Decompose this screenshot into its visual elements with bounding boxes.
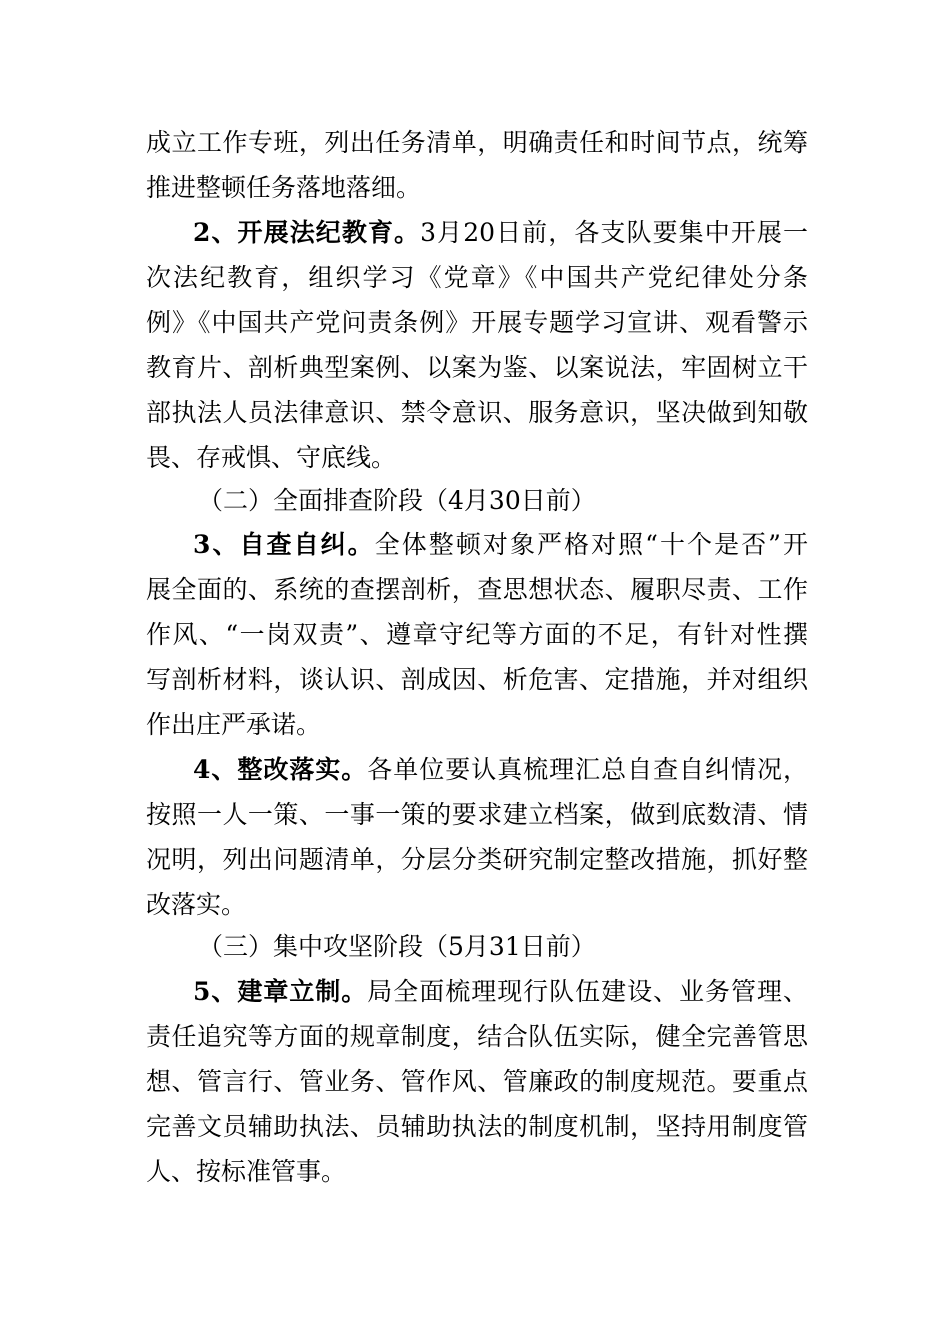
- item-5-title: 5、建章立制。: [193, 977, 368, 1006]
- body-line: 推进整顿任务落地落细。: [146, 173, 422, 202]
- body-line: 作出庄严承诺。: [146, 710, 322, 739]
- body-line: 完善文员辅助执法、员辅助执法的制度机制，坚持用制度管: [146, 1112, 808, 1141]
- item-2-line: 2、开展法纪教育。3月20日前，各支队要集中开展一: [193, 218, 809, 247]
- item-2-title: 2、开展法纪教育。: [193, 218, 421, 247]
- body-line: 按照一人一策、一事一策的要求建立档案，做到底数清、情: [146, 800, 808, 829]
- body-line: 况明，列出问题清单，分层分类研究制定整改措施，抓好整: [146, 845, 808, 874]
- body-line: 责任追究等方面的规章制度，结合队伍实际，健全完善管思: [146, 1022, 808, 1051]
- body-line: 次法纪教育，组织学习《党章》《中国共产党纪律处分条: [146, 263, 808, 292]
- body-line: 作风、“一岗双责”、遵章守纪等方面的不足，有针对性撰: [146, 620, 808, 649]
- body-line: 写剖析材料，谈认识、剖成因、析危害、定措施，并对组织: [146, 665, 808, 694]
- body-line: 教育片、剖析典型案例、以案为鉴、以案说法，牢固树立干: [146, 353, 808, 382]
- body-line: 想、管言行、管业务、管作风、管廉政的制度规范。要重点: [146, 1067, 808, 1096]
- body-line: 畏、存戒惧、守底线。: [146, 443, 397, 472]
- item-3-line: 3、自查自纠。全体整顿对象严格对照“十个是否”开: [193, 530, 808, 559]
- body-line: 例》《中国共产党问责条例》开展专题学习宣讲、观看警示: [146, 308, 808, 337]
- item-3-title: 3、自查自纠。: [193, 530, 375, 559]
- section-heading-2: （二）全面排查阶段（4月30日前）: [198, 486, 596, 515]
- item-4-line: 4、整改落实。各单位要认真梳理汇总自查自纠情况，: [193, 755, 808, 784]
- body-line: 成立工作专班，列出任务清单，明确责任和时间节点，统筹: [146, 128, 808, 157]
- section-heading-3: （三）集中攻坚阶段（5月31日前）: [198, 932, 596, 961]
- item-5-line: 5、建章立制。局全面梳理现行队伍建设、业务管理、: [193, 977, 808, 1006]
- item-4-title: 4、整改落实。: [193, 755, 368, 784]
- body-line: 人、按标准管事。: [146, 1157, 347, 1186]
- body-line: 展全面的、系统的查摆剖析，查思想状态、履职尽责、工作: [146, 575, 808, 604]
- body-line: 部执法人员法律意识、禁令意识、服务意识，坚决做到知敬: [146, 398, 808, 427]
- body-line: 改落实。: [146, 890, 247, 919]
